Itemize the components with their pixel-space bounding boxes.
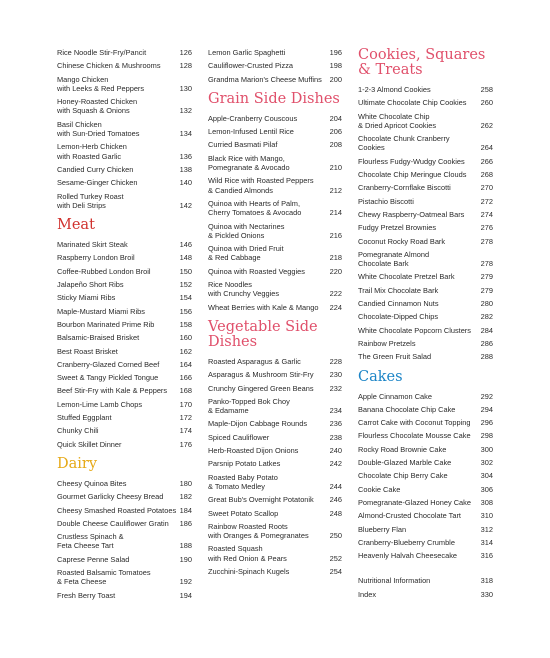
entry-title: Lemon-Lime Lamb Chops — [57, 399, 143, 409]
toc-entry[interactable] — [358, 112, 493, 131]
entry-title: Chocolate Chip Meringue Clouds — [358, 170, 467, 180]
entry-title: Sweet & Tangy Pickled Tongue — [57, 373, 159, 383]
entry-title: Maple-Dijon Cabbage Rounds — [208, 419, 308, 429]
page-number: 206 — [329, 127, 342, 137]
page-number: 292 — [480, 391, 493, 401]
toc-entry[interactable] — [57, 400, 192, 409]
entry-title: Spiced Cauliflower — [208, 432, 270, 442]
toc-entry[interactable] — [208, 370, 342, 379]
toc-entry[interactable] — [358, 445, 493, 454]
entry-title: Quick Skillet Dinner — [57, 439, 122, 449]
toc-entry[interactable] — [208, 140, 342, 149]
entry-title: White Chocolate Chip & Dried Apricot Cookies — [358, 111, 437, 130]
entry-title: The Green Fruit Salad — [358, 352, 432, 362]
page-number: 254 — [329, 566, 342, 576]
toc-entry[interactable] — [358, 431, 493, 440]
entry-title: Maple-Mustard Miami Ribs — [57, 306, 145, 316]
toc-entry[interactable] — [57, 75, 192, 94]
toc-entry[interactable] — [57, 386, 192, 395]
page-number: 302 — [480, 458, 493, 468]
toc-entry[interactable] — [57, 373, 192, 382]
entry-title: Double-Glazed Marble Cake — [358, 458, 452, 468]
entry-title: Index — [358, 589, 377, 599]
toc-entry[interactable] — [57, 492, 192, 501]
toc-entry[interactable] — [208, 280, 342, 299]
page-number: 174 — [179, 426, 192, 436]
entry-title: Lemon-Herb Chicken with Roasted Garlic — [57, 142, 127, 161]
toc-entry[interactable] — [358, 458, 493, 467]
toc-entry[interactable] — [57, 413, 192, 422]
entry-title: Pistachio Biscotti — [358, 196, 414, 206]
toc-entry[interactable] — [358, 511, 493, 520]
page-number: 158 — [179, 319, 192, 329]
page-number: 266 — [480, 156, 493, 166]
toc-entry[interactable] — [57, 178, 192, 187]
toc-entry[interactable] — [208, 75, 342, 84]
entry-title: Marinated Skirt Steak — [57, 240, 128, 250]
entry-title: Roasted Baby Potato & Tomato Medley — [208, 472, 278, 491]
page-number: 296 — [480, 418, 493, 428]
page-number: 142 — [179, 200, 192, 210]
entry-title: Wheat Berries with Kale & Mango — [208, 302, 319, 312]
page-number: 188 — [179, 541, 192, 551]
toc-entry[interactable] — [358, 223, 493, 232]
entry-title: Coffee-Rubbed London Broil — [57, 266, 151, 276]
toc-column-2 — [208, 48, 342, 580]
toc-column-1 — [57, 48, 192, 604]
page-number: 246 — [329, 495, 342, 505]
page-number: 136 — [179, 151, 192, 161]
toc-entry[interactable] — [208, 244, 342, 263]
page-number: 150 — [179, 266, 192, 276]
page-number: 238 — [329, 432, 342, 442]
page-number: 154 — [179, 293, 192, 303]
toc-entry[interactable] — [208, 384, 342, 393]
entry-title: Pomegranate-Glazed Honey Cake — [358, 497, 471, 507]
page-number: 232 — [329, 383, 342, 393]
toc-entry[interactable] — [208, 397, 342, 416]
toc-entry[interactable] — [57, 165, 192, 174]
entry-title: Parsnip Potato Latkes — [208, 459, 281, 469]
toc-entry[interactable] — [208, 357, 342, 366]
page-number: 164 — [179, 359, 192, 369]
entry-title: Best Roast Brisket — [57, 346, 118, 356]
page-number: 148 — [179, 253, 192, 263]
page-number: 318 — [480, 576, 493, 586]
entry-title: Fudgy Pretzel Brownies — [358, 223, 437, 233]
entry-title: Cheesy Smashed Roasted Potatoes — [57, 505, 177, 515]
toc-entry[interactable] — [208, 176, 342, 195]
page-number: 198 — [329, 61, 342, 71]
section-spacer — [358, 564, 493, 576]
page-number: 170 — [179, 399, 192, 409]
toc-entry[interactable] — [208, 544, 342, 563]
toc-entry[interactable] — [358, 471, 493, 480]
entry-title: Apple-Cranberry Couscous — [208, 113, 298, 123]
entry-title: White Chocolate Popcorn Clusters — [358, 325, 471, 335]
page-number: 280 — [480, 299, 493, 309]
toc-entry[interactable] — [358, 485, 493, 494]
toc-entry[interactable] — [358, 551, 493, 560]
entry-title: Heavenly Halvah Cheesecake — [358, 551, 458, 561]
page-number: 276 — [480, 223, 493, 233]
toc-entry[interactable] — [57, 280, 192, 289]
entry-title: Cheesy Quinoa Bites — [57, 478, 127, 488]
page-number: 282 — [480, 312, 493, 322]
entry-title: Nutritional Information — [358, 576, 431, 586]
entry-title: Honey-Roasted Chicken with Squash & Onions — [57, 97, 138, 116]
toc-entry[interactable] — [358, 98, 493, 107]
entry-title: Roasted Asparagus & Garlic — [208, 356, 301, 366]
entry-title: Cranberry-Blueberry Crumble — [358, 537, 455, 547]
page-number: 288 — [480, 352, 493, 362]
toc-entry[interactable] — [208, 459, 342, 468]
entry-title: Cookie Cake — [358, 484, 401, 494]
toc-entry[interactable] — [57, 333, 192, 342]
entry-title: Flourless Chocolate Mousse Cake — [358, 431, 471, 441]
page-number: 132 — [179, 106, 192, 116]
toc-entry[interactable] — [358, 339, 493, 348]
entry-title: Rocky Road Brownie Cake — [358, 444, 447, 454]
page-number: 222 — [329, 289, 342, 299]
page-number: 214 — [329, 208, 342, 218]
page-number: 264 — [480, 143, 493, 153]
toc-entry[interactable] — [57, 240, 192, 249]
page-number: 308 — [480, 497, 493, 507]
page-number: 272 — [480, 196, 493, 206]
section-heading-dairy: Dairy — [57, 455, 98, 472]
page-number: 312 — [480, 524, 493, 534]
entry-title: Pomegranate Almond Chocolate Bark — [358, 249, 430, 269]
page-number: 310 — [480, 511, 493, 521]
page-number: 248 — [329, 508, 342, 518]
entry-title: Roasted Squash with Red Onion & Pears — [208, 544, 287, 563]
page-number: 300 — [480, 444, 493, 454]
toc-entry[interactable] — [57, 479, 192, 488]
page-number: 204 — [329, 113, 342, 123]
toc-entry[interactable] — [208, 446, 342, 455]
page-number: 240 — [329, 446, 342, 456]
page-number: 306 — [480, 484, 493, 494]
toc-entry[interactable] — [208, 419, 342, 428]
toc-entry[interactable] — [358, 299, 493, 308]
page-number: 279 — [480, 285, 493, 295]
toc-entry[interactable] — [57, 532, 192, 551]
toc-entry[interactable] — [57, 347, 192, 356]
page-number: 286 — [480, 338, 493, 348]
entry-title: Zucchini-Spinach Kugels — [208, 566, 290, 576]
toc-entry[interactable] — [358, 183, 493, 192]
toc-entry[interactable] — [358, 312, 493, 321]
entry-title: Jalapeño Short Ribs — [57, 280, 124, 290]
entry-title: Crunchy Gingered Green Beans — [208, 383, 314, 393]
page-number: 260 — [480, 98, 493, 108]
page-number: 172 — [179, 413, 192, 423]
entry-title: Stuffed Eggplant — [57, 413, 112, 423]
toc-entry[interactable] — [358, 418, 493, 427]
toc-entry[interactable] — [358, 272, 493, 281]
entry-title: Apple Cinnamon Cake — [358, 391, 432, 401]
entry-title: Cranberry-Cornflake Biscotti — [358, 183, 451, 193]
entry-title: Banana Chocolate Chip Cake — [358, 404, 456, 414]
entry-title: Chunky Chili — [57, 426, 99, 436]
page-number: 180 — [179, 478, 192, 488]
page-number: 218 — [329, 253, 342, 263]
entry-title: Rice Noodles with Crunchy Veggies — [208, 280, 280, 299]
entry-title: Rice Noodle Stir-Fry/Pancit — [57, 48, 147, 57]
section-heading-cook: Cookies, Squares & Treats — [358, 47, 486, 78]
page-number: 140 — [179, 178, 192, 188]
page-number: 252 — [329, 553, 342, 563]
toc-entry[interactable] — [208, 303, 342, 312]
page-number: 242 — [329, 459, 342, 469]
toc-entry[interactable] — [358, 352, 493, 361]
page-number: 196 — [329, 48, 342, 57]
toc-entry[interactable] — [208, 127, 342, 136]
entry-title: Crustless Spinach & Feta Cheese Tart — [57, 532, 124, 551]
entry-title: Candied Curry Chicken — [57, 164, 134, 174]
toc-entry[interactable] — [208, 522, 342, 541]
page-number: 258 — [480, 85, 493, 94]
entry-title: Bourbon Marinated Prime Rib — [57, 319, 155, 329]
toc-entry[interactable] — [57, 320, 192, 329]
toc-entry[interactable] — [358, 170, 493, 179]
page-number: 250 — [329, 531, 342, 541]
entry-title: Chocolate Chip Berry Cake — [358, 471, 448, 481]
entry-title: Basil Chicken with Sun-Dried Tomatoes — [57, 119, 140, 139]
page-number: 208 — [329, 140, 342, 150]
page-number: 304 — [480, 471, 493, 481]
entry-title: Caprese Penne Salad — [57, 554, 130, 564]
entry-title: Grandma Marion's Cheese Muffins — [208, 74, 322, 84]
page-number: 190 — [179, 554, 192, 564]
entry-title: Cranberry-Glazed Corned Beef — [57, 359, 160, 369]
toc-entry[interactable] — [358, 405, 493, 414]
page-number: 162 — [179, 346, 192, 356]
section-heading-cakes: Cakes — [358, 368, 403, 385]
entry-title: Almond-Crusted Chocolate Tart — [358, 511, 461, 521]
toc-entry[interactable] — [358, 525, 493, 534]
page-number: 194 — [179, 590, 192, 600]
entry-title: Chinese Chicken & Mushrooms — [57, 61, 161, 71]
page-number: 200 — [329, 74, 342, 84]
page-number: 270 — [480, 183, 493, 193]
toc-entry[interactable] — [358, 250, 493, 269]
entry-title: Wild Rice with Roasted Peppers & Candied Almonds — [208, 176, 314, 195]
page-number: 134 — [179, 129, 192, 139]
entry-title: Asparagus & Mushroom Stir-Fry — [208, 370, 314, 380]
entry-title: Trail Mix Chocolate Bark — [358, 285, 439, 295]
entry-title: Double Cheese Cauliflower Gratin — [57, 518, 169, 528]
toc-entry[interactable] — [57, 253, 192, 262]
page-number: 176 — [179, 439, 192, 449]
toc-entry[interactable] — [358, 286, 493, 295]
toc-entry[interactable] — [208, 48, 342, 57]
toc-entry[interactable] — [57, 568, 192, 587]
toc-entry[interactable] — [57, 142, 192, 161]
page-number: 192 — [179, 577, 192, 587]
entry-title: Chewy Raspberry-Oatmeal Bars — [358, 209, 465, 219]
toc-entry[interactable] — [57, 307, 192, 316]
entry-title: Gourmet Garlicky Cheesy Bread — [57, 492, 164, 502]
page-number: 234 — [329, 406, 342, 416]
entry-title: Panko-Topped Bok Choy & Edamame — [208, 396, 290, 416]
page-number: 184 — [179, 505, 192, 515]
entry-title: Rainbow Pretzels — [358, 338, 416, 348]
page-number: 224 — [329, 302, 342, 312]
page-number: 186 — [179, 518, 192, 528]
entry-title: Fresh Berry Toast — [57, 590, 116, 600]
page-number: 182 — [179, 492, 192, 502]
toc-entry[interactable] — [208, 509, 342, 518]
entry-title: Great Bub's Overnight Potatonik — [208, 495, 314, 505]
toc-entry[interactable] — [208, 114, 342, 123]
entry-title: Quinoa with Hearts of Palm, Cherry Tomatoes & Avocado — [208, 198, 302, 218]
page-number: 212 — [329, 185, 342, 195]
toc-entry[interactable] — [208, 473, 342, 492]
page-number: 279 — [480, 272, 493, 282]
toc-entry[interactable] — [358, 134, 493, 153]
entry-title: Balsamic-Braised Brisket — [57, 333, 140, 343]
toc-entry[interactable] — [208, 495, 342, 504]
page-number: 228 — [329, 356, 342, 366]
toc-entry[interactable] — [57, 426, 192, 435]
page-number: 126 — [179, 48, 192, 57]
section-heading-meat: Meat — [57, 217, 95, 234]
entry-title: Lemon-Infused Lentil Rice — [208, 127, 294, 137]
toc-entry[interactable] — [57, 293, 192, 302]
entry-title: Chocolate Chunk Cranberry Cookies — [358, 134, 450, 153]
toc-entry[interactable] — [358, 392, 493, 401]
toc-entry[interactable] — [208, 199, 342, 218]
toc-entry[interactable] — [358, 157, 493, 166]
page-number: 314 — [480, 537, 493, 547]
toc-entry[interactable] — [358, 237, 493, 246]
toc-entry[interactable] — [208, 267, 342, 276]
page-number: 146 — [179, 240, 192, 250]
page-number: 128 — [179, 61, 192, 71]
page-number: 294 — [480, 404, 493, 414]
entry-title: Black Rice with Mango, Pomegranate & Avocado — [208, 153, 290, 173]
toc-entry[interactable] — [208, 433, 342, 442]
entry-title: Raspberry London Broil — [57, 253, 135, 263]
entry-title: Candied Cinnamon Nuts — [358, 299, 439, 309]
toc-entry[interactable] — [57, 360, 192, 369]
section-heading-grain: Grain Side Dishes — [208, 90, 340, 107]
toc-column-3 — [358, 48, 493, 603]
entry-title: Ultimate Chocolate Chip Cookies — [358, 98, 467, 108]
toc-entry[interactable] — [57, 48, 192, 57]
entry-title: Cauliflower-Crusted Pizza — [208, 61, 294, 71]
toc-entry[interactable] — [358, 538, 493, 547]
entry-title: Carrot Cake with Coconut Topping — [358, 418, 471, 428]
entry-title: Herb-Roasted Dijon Onions — [208, 446, 299, 456]
page-number: 274 — [480, 209, 493, 219]
entry-title: Rolled Turkey Roast with Deli Strips — [57, 191, 124, 210]
entry-title: 1-2-3 Almond Cookies — [358, 85, 431, 94]
page-number: 284 — [480, 325, 493, 335]
page-number: 278 — [480, 259, 493, 269]
page-number: 316 — [480, 551, 493, 561]
entry-title: Beef Stir-Fry with Kale & Peppers — [57, 386, 168, 396]
toc-entry[interactable] — [358, 590, 493, 599]
toc-entry[interactable] — [358, 85, 493, 94]
entry-title: Roasted Balsamic Tomatoes & Feta Cheese — [57, 567, 151, 587]
entry-title: Chocolate-Dipped Chips — [358, 312, 439, 322]
entry-title: Curried Basmati Pilaf — [208, 140, 278, 150]
page-number: 138 — [179, 164, 192, 174]
toc-entry[interactable] — [57, 555, 192, 564]
toc-entry[interactable] — [358, 576, 493, 585]
entry-title: Blueberry Flan — [358, 524, 407, 534]
page-number: 244 — [329, 481, 342, 491]
page-number: 268 — [480, 170, 493, 180]
entry-title: White Chocolate Pretzel Bark — [358, 272, 455, 282]
entry-title: Lemon Garlic Spaghetti — [208, 48, 286, 57]
entry-title: Rainbow Roasted Roots with Oranges & Pomegranates — [208, 521, 309, 541]
toc-entry[interactable] — [208, 61, 342, 70]
page-number: 220 — [329, 266, 342, 276]
entry-title: Sweet Potato Scallop — [208, 508, 279, 518]
entry-title: Quinoa with Roasted Veggies — [208, 266, 305, 276]
page-number: 230 — [329, 370, 342, 380]
entry-title: Sticky Miami Ribs — [57, 293, 116, 303]
toc-entry[interactable] — [208, 567, 342, 576]
page-number: 278 — [480, 236, 493, 246]
toc-entry[interactable] — [208, 154, 342, 173]
entry-title: Mango Chicken with Leeks & Red Peppers — [57, 74, 145, 93]
section-heading-veg: Vegetable Side Dishes — [208, 318, 318, 350]
toc-entry[interactable] — [57, 591, 192, 600]
toc-entry[interactable] — [57, 97, 192, 116]
entry-title: Flourless Fudgy-Wudgy Cookies — [358, 156, 465, 166]
toc-entry[interactable] — [358, 210, 493, 219]
page-number: 160 — [179, 333, 192, 343]
entry-title: Quinoa with Dried Fruit & Red Cabbage — [208, 244, 284, 263]
entry-title: Coconut Rocky Road Bark — [358, 236, 446, 246]
page-number: 262 — [480, 120, 493, 130]
page-number: 236 — [329, 419, 342, 429]
page-number: 168 — [179, 386, 192, 396]
toc-entry[interactable] — [57, 192, 192, 211]
page-number: 152 — [179, 280, 192, 290]
page-number: 216 — [329, 230, 342, 240]
toc-entry[interactable] — [57, 267, 192, 276]
toc-entry[interactable] — [57, 519, 192, 528]
toc-entry[interactable] — [208, 222, 342, 241]
toc-entry[interactable] — [57, 440, 192, 449]
toc-entry[interactable] — [57, 506, 192, 515]
page-number: 210 — [329, 163, 342, 173]
page-number: 330 — [480, 589, 493, 599]
toc-entry[interactable] — [57, 120, 192, 139]
page-number: 130 — [179, 83, 192, 93]
toc-entry[interactable] — [358, 197, 493, 206]
toc-entry[interactable] — [358, 498, 493, 507]
page-number: 156 — [179, 306, 192, 316]
toc-entry[interactable] — [358, 326, 493, 335]
entry-title: Sesame-Ginger Chicken — [57, 178, 138, 188]
toc-entry[interactable] — [57, 61, 192, 70]
entry-title: Quinoa with Nectarines & Pickled Onions — [208, 221, 285, 240]
page-number: 298 — [480, 431, 493, 441]
page-number: 166 — [179, 373, 192, 383]
